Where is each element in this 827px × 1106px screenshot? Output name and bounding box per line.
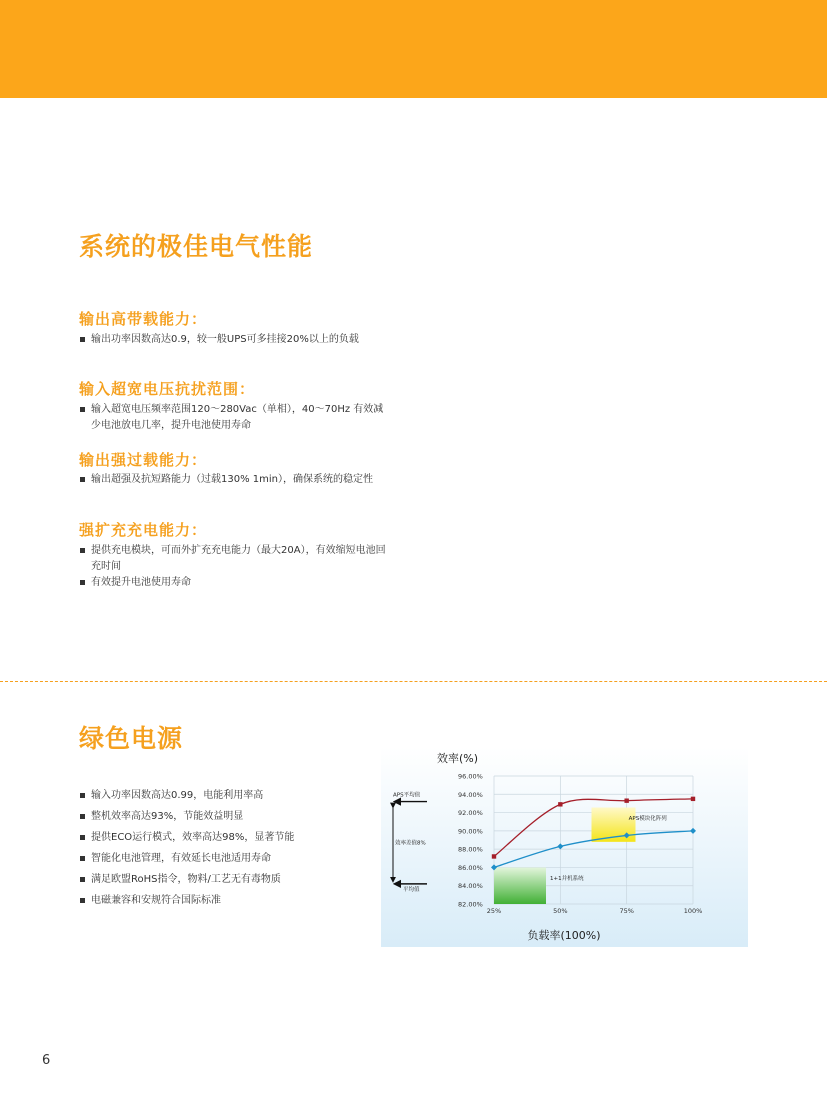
bullet-list-high-load [79,332,389,348]
section-title-electrical: 系统的极佳电气性能 [79,232,314,261]
list-item: 输出超强及抗短路能力（过载130% 1min），确保系统的稳定性 [79,472,389,488]
heading-high-load: 输出高带载能力： [79,310,208,328]
section-divider [0,681,827,682]
list-item: 输入超宽电压频率范围120～280Vac（单相），40～70Hz 有效减少电池放电几率，提升电池使用寿命 [79,402,389,434]
data-point-aps [624,798,628,802]
efficiency-chart-svg [381,747,748,947]
annotation-efficiency-diff: 效率差值8% [395,840,426,847]
section-title-green-power: 绿色电源 [79,724,184,753]
y-tick-label: 84.00% [458,882,483,891]
series-label-aps: APS模块化阵列 [628,815,667,822]
y-tick-label: 82.00% [458,900,483,909]
list-item: 整机效率高达93%，节能效益明显 [79,809,379,825]
heading-charging: 强扩充充电能力： [79,521,208,539]
baseline-band [494,867,546,904]
list-item: 输出功率因数高达0.9，较一般UPS可多挂接20%以上的负载 [79,332,389,348]
x-tick-label: 50% [553,907,568,915]
x-tick-label: 25% [486,907,502,915]
y-tick-label: 92.00% [458,809,483,818]
list-item: 智能化电池管理，有效延长电池适用寿命 [79,851,379,867]
series-label-parallel: 1+1并机系统 [550,876,584,883]
x-tick-label: 100% [683,907,703,915]
y-axis-title: 效率(%) [437,752,479,765]
heading-overload: 输出强过载能力： [79,451,208,469]
y-tick-label: 96.00% [458,772,483,781]
annotation-aps-average: APS平均值 [393,792,421,799]
y-tick-label: 94.00% [458,790,483,799]
y-tick-label: 90.00% [458,827,483,836]
list-item: 有效提升电池使用寿命 [79,575,389,591]
x-axis-title: 负载率(100%) [527,929,601,942]
bullet-list-overload [79,472,389,488]
list-item: 电磁兼容和安规符合国际标准 [79,893,379,909]
data-point-aps [691,797,695,801]
annotation-average: 平均值 [403,886,420,893]
header-color-band [0,0,827,98]
heading-wide-voltage: 输入超宽电压抗扰范围： [79,380,256,398]
data-point-aps [558,802,562,806]
list-item: 满足欧盟RoHS指令，物料/工艺无有毒物质 [79,872,379,888]
bullet-list-green-power [79,788,379,914]
list-item: 提供ECO运行模式，效率高达98%，显著节能 [79,830,379,846]
data-point-aps [492,854,496,858]
bullet-list-wide-voltage [79,402,389,434]
list-item: 提供充电模块，可而外扩充充电能力（最大20A），有效缩短电池回充时间 [79,543,389,575]
efficiency-chart [381,747,748,947]
x-tick-label: 75% [619,907,634,915]
page-number: 6 [42,1053,51,1068]
list-item: 输入功率因数高达0.99，电能利用率高 [79,788,379,804]
y-tick-label: 86.00% [458,863,483,872]
y-tick-label: 88.00% [458,845,483,854]
bullet-list-charging [79,543,389,591]
